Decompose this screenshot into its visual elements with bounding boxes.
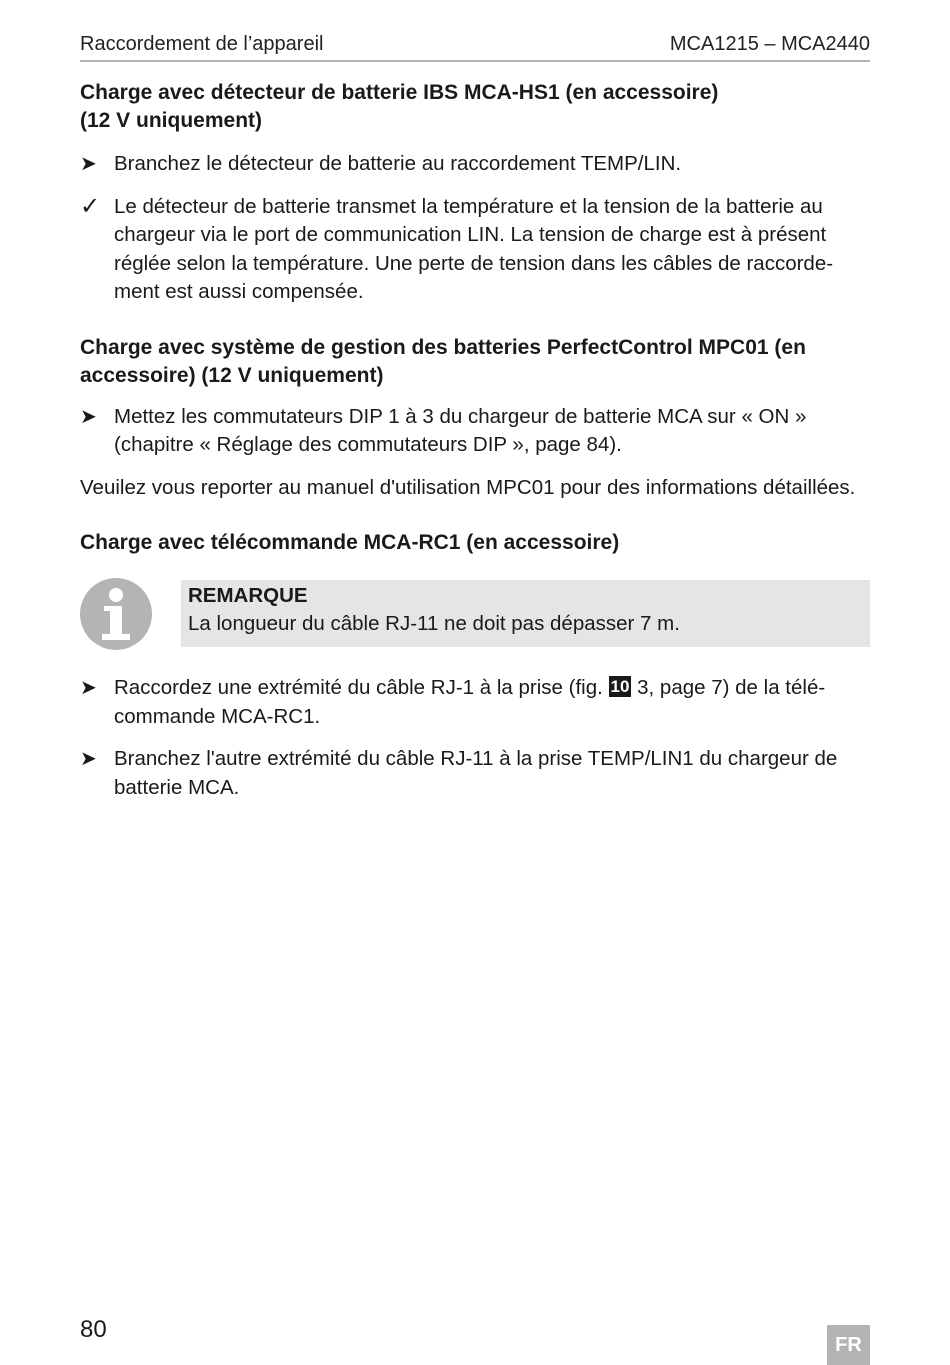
info-icon — [80, 578, 152, 650]
heading-line: Charge avec détecteur de batterie IBS MCA-HS1 (en accessoire) — [80, 81, 719, 104]
arrow-right-icon: ➤ — [80, 677, 97, 699]
instruction-step — [80, 150, 870, 179]
page-header — [80, 30, 870, 62]
step-text: 3, page 7) de la télé-commande MCA-RC1. — [114, 676, 826, 728]
arrow-right-icon: ➤ — [80, 405, 97, 428]
language-tab: FR — [827, 1325, 870, 1365]
info-paragraph: Veuilez vous reporter au manuel d'utilisation MPC01 pour des informations détaillées. — [80, 475, 856, 499]
note-block — [80, 578, 870, 656]
section-heading-ibs — [80, 79, 870, 135]
instruction-step — [80, 674, 870, 731]
header-model-range: MCA1215 – MCA2440 — [669, 33, 870, 55]
arrow-right-icon: ➤ — [80, 153, 97, 175]
section-heading-rc1: Charge avec télécommande MCA-RC1 (en accessoire) — [80, 531, 620, 554]
note-box — [181, 580, 870, 647]
result-text: Le détecteur de batterie transmet la température et la tension de la batterie au chargeur via le port de communication LIN. La tension de charge est à présent réglée selon la température. Une perte de tension dans les câbles de raccorde-ment est aussi compensée. — [114, 194, 834, 303]
heading-line: accessoire) (12 V uniquement) — [80, 363, 384, 387]
page-number: 80 — [80, 1316, 107, 1343]
step-text: Branchez l'autre extrémité du câble RJ-11 à la prise TEMP/LIN1 du chargeur de batterie MCA. — [114, 747, 838, 799]
instruction-step — [80, 403, 870, 460]
instruction-step — [80, 745, 870, 802]
heading-line: (12 V uniquement) — [80, 109, 263, 132]
step-text: Raccordez une extrémité du câble RJ-1 à la prise (fig. — [114, 676, 603, 699]
checkmark-icon: ✓ — [80, 192, 101, 220]
page-content — [80, 79, 870, 802]
result-item — [80, 193, 870, 307]
note-title: REMARQUE — [188, 584, 308, 607]
heading-line: Charge avec système de gestion des batteries PerfectControl MPC01 (en — [80, 335, 806, 359]
note-text: La longueur du câble RJ-11 ne doit pas dépasser 7 m. — [188, 612, 680, 635]
figure-reference-badge: 10 — [610, 677, 630, 696]
header-section-title: Raccordement de l’appareil — [80, 33, 324, 55]
arrow-right-icon: ➤ — [80, 748, 97, 770]
section-heading-mpc01 — [80, 334, 870, 390]
step-text: Mettez les commutateurs DIP 1 à 3 du chargeur de batterie MCA sur « ON » (chapitre « Réglage des commutateurs DIP », page 84). — [114, 404, 807, 456]
step-text: Branchez le détecteur de batterie au raccordement TEMP/LIN. — [114, 152, 682, 175]
